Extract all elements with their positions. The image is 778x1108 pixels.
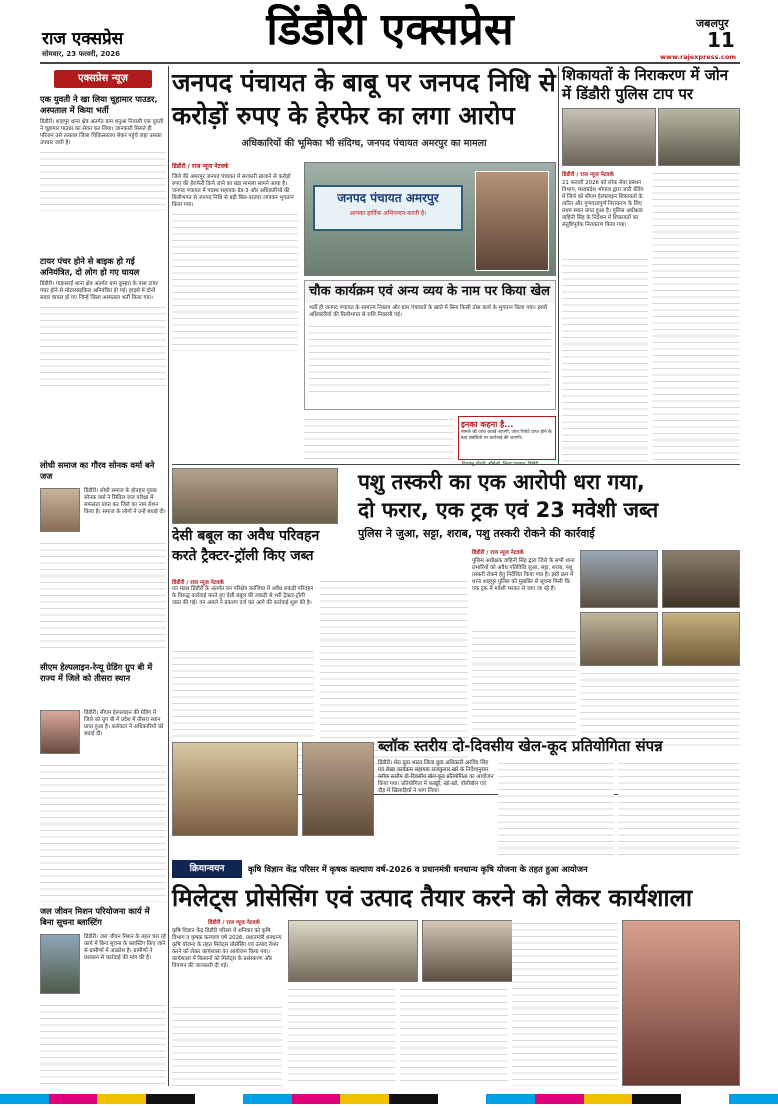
pull-quote-title: इनका कहना है... <box>461 420 514 429</box>
website-link[interactable]: www.rajexpress.com <box>660 53 737 61</box>
lead-subhead: अधिकारियों की भूमिका भी संदिग्ध, जनपद पंचायत अमरपुर का मामला <box>241 138 487 149</box>
babul-headline-block <box>172 526 354 574</box>
right-story <box>562 66 740 464</box>
sign-board <box>313 185 463 231</box>
color-registration-bar <box>0 1094 778 1104</box>
blasting-site-photo <box>40 934 80 994</box>
officials-group-photo <box>172 468 338 524</box>
sidebar-section-title: एक्सप्रेस न्यूज़ <box>54 70 152 88</box>
issue-date: सोमवार, 23 फरवरी, 2026 <box>42 50 120 58</box>
cattle-photo <box>662 550 740 608</box>
kriyanvayan-label: क्रियान्वयन <box>172 860 242 878</box>
pull-quote-body: मामले की जांच कराई जाएगी, जांच रिपोर्ट प्राप्त होने के बाद संबंधितों पर कार्रवाई की जाएगी। <box>461 430 552 441</box>
cattle-headline-line2: दो फरार, एक ट्रक एवं 23 मवेशी जब्त <box>358 498 659 522</box>
sports-winners-photo <box>172 742 298 836</box>
sidebar-story-2 <box>40 256 166 454</box>
judge-portrait-photo <box>40 488 80 532</box>
left-brand: राज एक्सप्रेस <box>42 29 124 49</box>
police-team-photo <box>580 612 658 666</box>
sidebar-story-body: डिंडौरी। जल जीवन मिशन के तहत चल रहे कार्य में बिना सूचना के ब्लास्टिंग किए जाने से ग्रामीणों में आक्रोश है। ग्रामीणों ने प्रशासन से कार्रवाई की मांग की है। <box>84 934 166 961</box>
page-number: 11 <box>707 28 735 52</box>
sports-body: डिंडौरी। मेरा युवा भारत जिला युवा अधिकारी अरविंद सिंह एवं लेखा कार्यक्रम सहायक राजकुमार खरे के निर्देशानुसार ब्लॉक स्तरीय दो-दिवसीय खेल-कूद प्रतियोगिता का आयोजन किया गया। प्रतियोगिता में कबड्डी, खो-खो, वॉलीबॉल एवं दौड़ में खिलाड़ियों ने भाग लिया। <box>378 760 494 794</box>
sidebar-story-headline: एक युवती ने खा लिया चूहामार पाउडर, अस्पताल में किया भर्ती <box>40 94 158 115</box>
sidebar-story-body: डिंडौरी। लोधी समाज के होनहार युवक सोनक वर्मा ने सिविल जज परीक्षा में सफलता प्राप्त कर जिले का नाम रोशन किया है। समाज के लोगों ने उन्हें बधाई दी। <box>84 488 166 515</box>
sports-participants-photo <box>302 742 374 836</box>
cattle-subhead: पुलिस ने जुआ, सट्टा, शराब, पशु तस्करी रोकने की कार्रवाई <box>358 527 595 540</box>
kriyanvayan-banner <box>172 860 740 878</box>
police-officer-photo <box>562 108 656 166</box>
workshop-stage-photo <box>288 920 418 982</box>
feature-box-title: चौक कार्यक्रम एवं अन्य व्यय के नाम पर किया खेल <box>305 281 555 303</box>
sign-subtext: आपका हार्दिक अभिनन्दन करती है। <box>349 210 427 217</box>
officer-portrait-photo <box>40 710 80 754</box>
sign-text: जनपद पंचायत अमरपुर <box>337 191 439 205</box>
feature-box <box>304 280 556 410</box>
sidebar-story-headline: जल जीवन मिशन परियोजना कार्य में बिना सूचना ब्लास्टिंग <box>40 906 150 927</box>
right-story-byline: डिंडौरी / राज न्यूज नेटवर्क <box>562 172 614 178</box>
lead-body-text: जिले की अमरपुर जनपद पंचायत में सरकारी खजाने से करोड़ों रुपए की हेराफेरी किये जाने का बड़ा मामला सामने आया है। जनपद पंचायत में पदस्थ सहायक ग्रेड-3 और अधिकारियों की मिलीभगत से जनपद निधि से बड़ी बिल-वाउचर लगाकर भुगतान किया गया। <box>172 174 294 208</box>
cattle-byline: डिंडौरी / राज न्यूज नेटवर्क <box>472 550 524 556</box>
kriyanvayan-text: कृषि विज्ञान केंद्र परिसर में कृषक कल्याण वर्ष-2026 व प्रधानमंत्री धनधान्य कृषि योजना के तहत हुआ आयोजन <box>248 864 588 874</box>
feature-box-body: भर्ती ही जनपद पंचायत के सामान्य निकाय और ग्राम पंचायतों के खाते में बिना किसी ठोस कार्य के भुगतान किया गया। इसमें अधिकारियों की मिलीभगत से राशि निकाली गई। <box>309 305 548 318</box>
cattle-body: पुलिस अधीक्षक वाहिनी सिंह द्वारा जिले के सभी थाना प्रभारियों को अवैध गतिविधि जुआ, सट्टा, शराब, पशु तस्करी रोकने हेतु निर्देशित किया गया है। इसी क्रम में थाना शाहपुर पुलिस को मुखबिर से सूचना मिली कि एक ट्रक में मवेशी भरकर ले जाए जा रहे हैं। <box>472 558 575 592</box>
millets-byline: डिंडौरी / राज न्यूज नेटवर्क <box>208 920 260 926</box>
official-portrait <box>475 171 549 271</box>
page-title: डिंडौरी एक्सप्रेस <box>266 4 514 55</box>
lead-headline-line1: जनपद पंचायत के बाबू पर जनपद निधि से <box>172 68 556 97</box>
lead-headline-line2: करोड़ों रुपए के हेरफेर का लगा आरोप <box>172 101 515 130</box>
lead-body <box>172 174 298 374</box>
sidebar-story-headline: सीएम हेल्पलाइन-रेन्यू ग्रेडिंग ग्रुप बी में राज्य में जिले को तीसरा स्थान <box>40 662 153 683</box>
babul-byline: डिंडौरी / राज न्यूज नेटवर्क <box>172 580 224 586</box>
lead-byline: डिंडौरी / राज न्यूज नेटवर्क <box>172 163 229 170</box>
sidebar-story-headline: टायर पंचर होने से बाइक हो गई अनियंत्रित, दो लोग हो गए घायल <box>40 256 140 277</box>
sidebar <box>40 66 166 1086</box>
lead-story <box>172 66 556 460</box>
lead-continued-columns <box>304 416 454 460</box>
sports-story <box>172 728 740 856</box>
sidebar-story-3 <box>40 460 166 656</box>
sidebar-story-4 <box>40 662 166 902</box>
women-participants-photo <box>622 920 740 1086</box>
babul-body-text: वन मंडल डिंडौरी के अंतर्गत वन परिक्षेत्र करंजिया में अवैध लकड़ी परिवहन के विरुद्ध कार्रवाई करते हुए देसी बबूल की लकड़ी से भरी ट्रैक्टर-ट्रॉली जब्त की गई। वन अमले ने प्रकरण दर्ज कर आगे की कार्रवाई शुरू की है। <box>172 586 314 606</box>
babul-headline-line1: देसी बबूल का अवैध परिवहन <box>172 528 320 544</box>
right-story-headline: शिकायतों के निराकरण में जोन में डिंडौरी पुलिस टाप पर <box>562 66 729 103</box>
sidebar-story-body: डिंडौरी। सीएम हेल्पलाइन की ग्रेडिंग में जिले को ग्रुप बी में प्रदेश में तीसरा स्थान प्राप्त हुआ है। कलेक्टर ने अधिकारियों को बधाई दी। <box>84 710 164 737</box>
sidebar-story-headline: लोधी समाज का गौरव सोनक वर्मा बने जज <box>40 460 155 481</box>
sidebar-story-body: डिंडौरी। गाड़ासरई थाना क्षेत्र अंतर्गत ग्राम कुम्हरा के पास टायर पंचर होने से मोटरसाइकिल अनियंत्रित हो गई। हादसे में दोनों सवार घायल हो गए जिन्हें जिला अस्पताल भर्ती किया गया। <box>40 281 158 301</box>
sidebar-story-5 <box>40 906 166 1086</box>
millets-headline: मिलेट्स प्रोसेसिंग एवं उत्पाद तैयार करने को लेकर कार्यशाला <box>172 884 693 912</box>
seized-items-photo <box>662 612 740 666</box>
masthead <box>0 0 778 62</box>
police-officer-photo-2 <box>658 108 740 166</box>
truck-photo <box>580 550 658 608</box>
sidebar-story-body: डिंडौरी। शाहपुर थाना क्षेत्र अंतर्गत ग्राम धनुआ निवासी एक युवती ने चूहामार पाउडर का सेवन कर लिया। जानकारी मिलते ही परिजन उसे तत्काल जिला चिकित्सालय लेकर पहुंचे जहां उसका उपचार जारी है। <box>40 119 164 146</box>
pull-quote-box <box>458 416 556 460</box>
millets-story <box>172 880 740 1086</box>
edition-city: जबलपुर <box>696 17 729 30</box>
cattle-headline-line1: पशु तस्करी का एक आरोपी धरा गया, <box>358 470 645 494</box>
babul-headline-line2: करते ट्रैक्टर-ट्रॉली किए जब्त <box>172 548 314 564</box>
sports-headline: ब्लॉक स्तरीय दो-दिवसीय खेल-कूद प्रतियोगिता संपन्न <box>378 737 663 755</box>
office-sign-photo <box>304 162 556 276</box>
millets-body: कृषि विज्ञान केंद्र डिंडौरी परिसर में शनिवार को कृषि विभाग व कृषक कल्याण वर्ष 2026, प्रधानमंत्री धनधान्य कृषि योजना के तहत मिलेट्स प्रोसेसिंग एवं उत्पाद तैयार करने को लेकर कार्यशाला का आयोजन किया गया। कार्यशाला में किसानों को मिलेट्स के प्रसंस्करण और विपणन की जानकारी दी गई। <box>172 928 282 969</box>
right-story-body: 21 फरवरी 2026 को लोक सेवा प्रबंधन विभाग, मध्यप्रदेश भोपाल द्वारा जारी ग्रेडिंग में जिले को सीएम हेल्पलाइन शिकायतों के त्वरित और गुणवत्तापूर्ण निराकरण के लिए प्रथम स्थान प्राप्त हुआ है। पुलिस अधीक्षक वाहिनी सिंह के निर्देशन में शिकायतों का संतुष्टिपूर्वक निराकरण किया गया। <box>562 180 644 228</box>
sidebar-story-1 <box>40 94 166 252</box>
